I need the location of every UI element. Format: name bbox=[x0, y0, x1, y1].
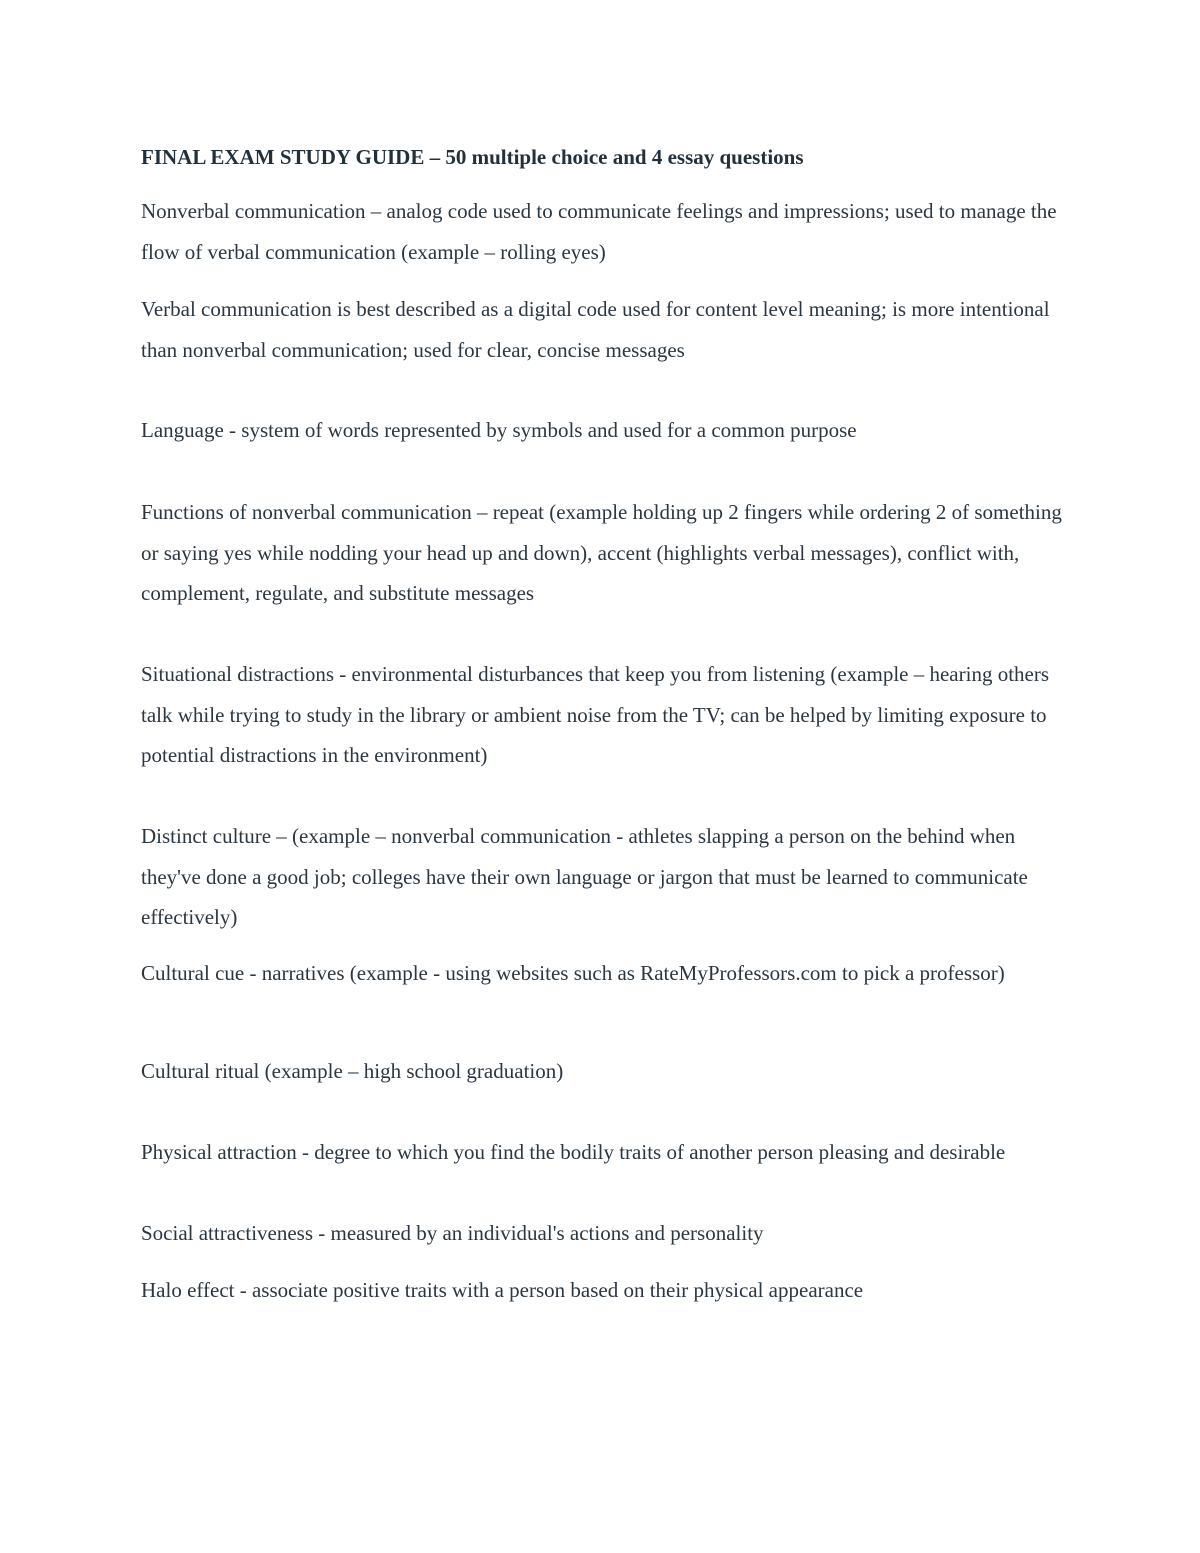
paragraph-distinct-culture: Distinct culture – (example – nonverbal communication - athletes slapping a person on the behind when they've done a good job; colleges have their own language or jargon that must be learned to communicate effectively) bbox=[141, 824, 1028, 929]
paragraph-functions-nonverbal: Functions of nonverbal communication – repeat (example holding up 2 fingers while ordering 2 of something or saying yes while nodding your head up and down), accent (highlights verbal messages), conflict with, complement, regulate, and substitute messages bbox=[141, 500, 1062, 605]
paragraph-physical-attraction: Physical attraction - degree to which you find the bodily traits of another person pleasing and desirable bbox=[141, 1140, 1006, 1164]
paragraph-situational-distractions: Situational distractions - environmental disturbances that keep you from listening (example – hearing others talk while trying to study in the library or ambient noise from the TV; can be helped by limiting exposure to potential distractions in the environment) bbox=[141, 662, 1050, 767]
paragraph-verbal-communication: Verbal communication is best described as a digital code used for content level meaning; is more intentional than nonverbal communication; used for clear, concise messages bbox=[141, 297, 1050, 362]
paragraph-social-attractiveness: Social attractiveness - measured by an individual's actions and personality bbox=[141, 1221, 764, 1245]
paragraph-language: Language - system of words represented by symbols and used for a common purpose bbox=[141, 418, 857, 442]
paragraph-nonverbal-communication: Nonverbal communication – analog code used to communicate feelings and impressions; used to manage the flow of verbal communication (example – rolling eyes) bbox=[141, 199, 1057, 264]
document-title: FINAL EXAM STUDY GUIDE – 50 multiple choice and 4 essay questions bbox=[141, 145, 804, 169]
paragraph-halo-effect: Halo effect - associate positive traits with a person based on their physical appearance bbox=[141, 1278, 864, 1302]
paragraph-cultural-cue: Cultural cue - narratives (example - using websites such as RateMyProfessors.com to pick a professor) bbox=[141, 961, 1005, 985]
paragraph-cultural-ritual: Cultural ritual (example – high school graduation) bbox=[141, 1059, 564, 1083]
